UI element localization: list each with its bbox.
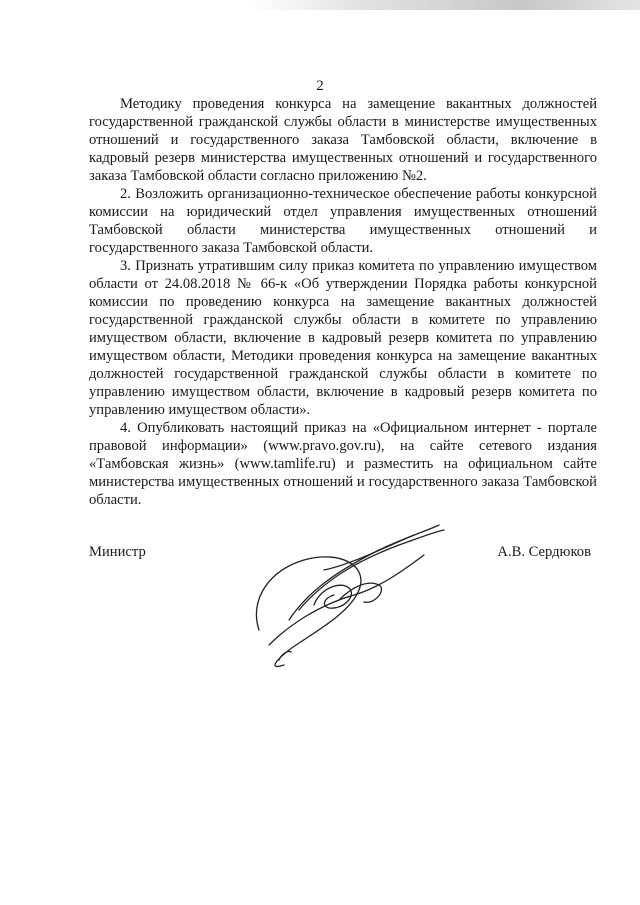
signature-block [89,540,597,690]
paragraph-methodology: Методику проведения конкурса на замещение вакантных должностей государственной гражданской службы области в министерстве имущественных отношений и государственного заказа Тамбовской области, включение в кадровый резерв министерства имущественных отношений и государственного заказа Тамбовской области согласно приложению №2. [89,96,597,184]
signatory-name: А.В. Сердюков [497,544,591,560]
signatory-title: Министр [89,544,146,560]
paragraph-2: 2. Возложить организационно-техническое обеспечение работы конкурсной комиссии на юридический отдел управления имущественных отношений Тамбовской области министерства имущественных отношений и государственного заказа Тамбовской области. [89,186,597,256]
page-number: 2 [316,78,324,94]
scan-edge-artifact [250,0,640,10]
document-body [89,95,597,509]
paragraph-3: 3. Признать утратившим силу приказ комитета по управлению имуществом области от 24.08.2018 № 66-к «Об утверждении Порядка работы конкурсной комиссии по проведению конкурса на замещение вакантных должностей государственной гражданской службы области в комитете по управлению имуществом области, включение в кадровый резерв комитета по управлению имуществом области, Методики проведения конкурса на замещение вакантных должностей государственной гражданской службы области в комитете по управлению имуществом области, включение в кадровый резерв комитета по управлению имуществом области». [89,258,597,418]
handwritten-signature [229,510,459,680]
paragraph-4: 4. Опубликовать настоящий приказ на «Официальном интернет - портале правовой информации» (www.pravo.gov.ru), на сайте сетевого издания «Тамбовская жизнь» (www.tamlife.ru) и разместить на официальном сайте министерства имущественных отношений и государственного заказа Тамбовской области. [89,420,597,508]
